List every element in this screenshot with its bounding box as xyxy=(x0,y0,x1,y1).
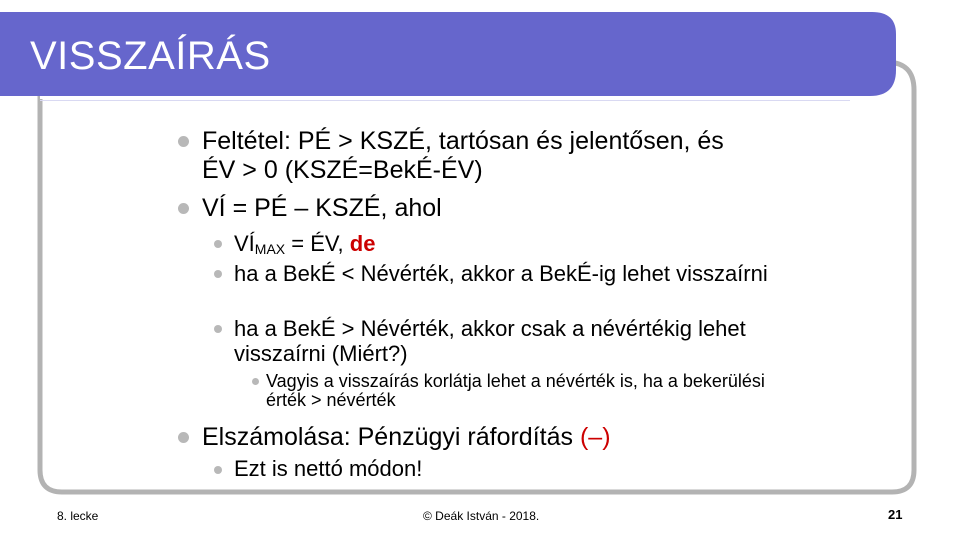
bullet-dot xyxy=(178,136,189,147)
footer-copyright: © Deák István - 2018. xyxy=(423,509,540,523)
bullet-net: Ezt is nettó módon! xyxy=(234,456,423,481)
bullet-dot xyxy=(214,240,222,248)
vimax-symbol: VÍ xyxy=(234,231,255,256)
slide-title: VISSZAÍRÁS xyxy=(30,34,271,78)
accounting-sign: (–) xyxy=(579,423,611,451)
bullet-accounting xyxy=(202,423,802,452)
bullet-condition: Feltétel: PÉ > KSZÉ, tartósan és jelentősen, és ÉV > 0 (KSZÉ=BekÉ-ÉV) xyxy=(202,127,724,184)
bullet-dot xyxy=(178,203,189,214)
footer-lecture: 8. lecke xyxy=(57,509,99,523)
bullet-dot xyxy=(214,270,222,278)
bullet-dot xyxy=(214,325,222,333)
bullet-below-par: ha a BekÉ < Névérték, akkor a BekÉ-ig lehet visszaírni xyxy=(234,261,768,286)
vimax-value: = ÉV, xyxy=(285,231,350,256)
bullet-dot xyxy=(178,432,189,443)
page-number: 21 xyxy=(888,507,903,522)
bullet-dot xyxy=(214,466,222,474)
bullet-formula: VÍ = PÉ – KSZÉ, ahol xyxy=(202,194,442,222)
vimax-but: de xyxy=(349,231,376,256)
bullet-limit-note: Vagyis a visszaírás korlátja lehet a névérték is, ha a bekerülési érték > névérték xyxy=(266,371,765,410)
vimax-subscript: MAX xyxy=(254,241,286,257)
bullet-dot xyxy=(252,378,259,385)
bullet-vimax xyxy=(234,231,794,262)
bullet-above-par: ha a BekÉ > Névérték, akkor csak a névértékig lehet visszaírni (Miért?) xyxy=(234,316,746,366)
accounting-text: Elszámolása: Pénzügyi ráfordítás xyxy=(202,423,580,451)
